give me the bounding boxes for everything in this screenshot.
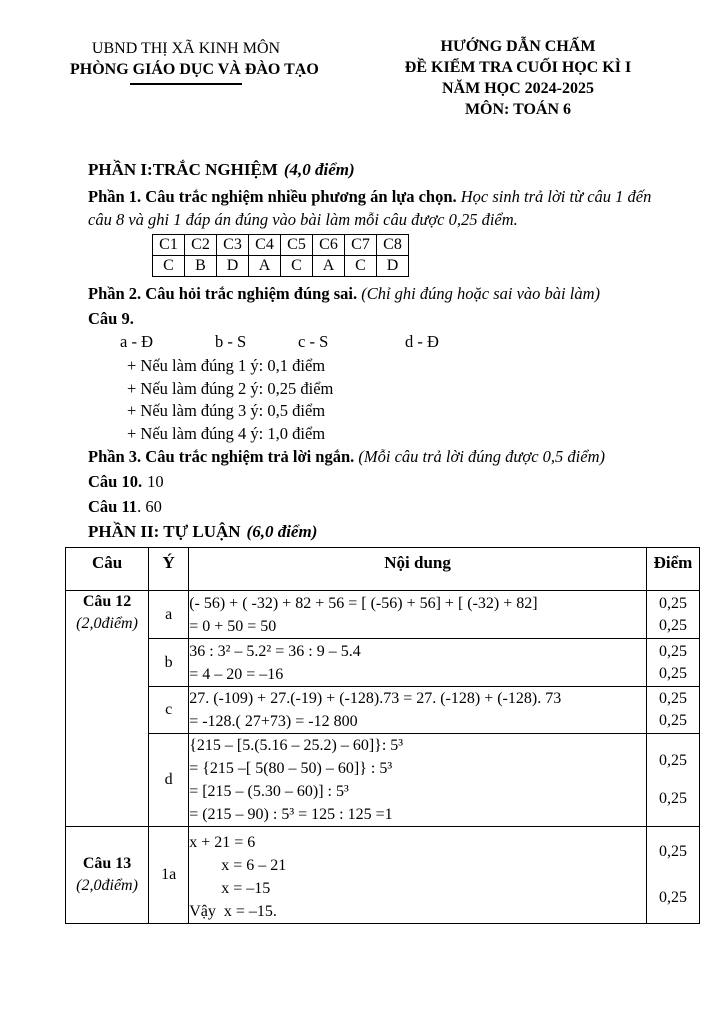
header-y: Ý [149, 548, 189, 591]
part1-points: (4,0 điểm) [283, 160, 355, 179]
subrow-c-content [189, 687, 647, 734]
math-line: x + 21 = 6 [189, 834, 256, 851]
part1-section3-paragraph [88, 445, 700, 468]
scoring-rule: + Nếu làm đúng 3 ý: 0,5 điểm [127, 401, 326, 420]
point-value: 0,25 [658, 642, 687, 660]
section2-instructions: (Chỉ ghi đúng hoặc sai vào bài làm) [361, 284, 600, 303]
doc-title-line-2: ĐỀ KIỂM TRA CUỐI HỌC KÌ I [404, 59, 632, 76]
authority-name-line: PHÒNG GIÁO DỤC VÀ ĐÀO TẠO [70, 61, 319, 78]
cau-12-label: Câu 12 [82, 593, 132, 610]
answer-col-header: C1 [153, 235, 185, 256]
subrow-b-content [189, 639, 647, 687]
answer-value: C [281, 256, 313, 277]
subrow-d-content [189, 734, 647, 827]
math-line: = 0 + 50 = 50 [189, 617, 277, 635]
document-header [65, 36, 700, 132]
essay-answer-table [65, 547, 700, 924]
point-value: 0,25 [658, 712, 687, 729]
part2-points: (6,0 điểm) [246, 522, 318, 541]
scoring-rule: + Nếu làm đúng 2 ý: 0,25 điểm [127, 378, 334, 398]
point-value: 0,25 [658, 594, 687, 612]
subrow-b-label: b [149, 639, 189, 687]
subrow-1a-points [646, 827, 699, 924]
subrow-d-label: d [149, 734, 189, 827]
table-row-12a [66, 591, 700, 639]
cau-12-points: (2,0điểm) [76, 615, 138, 632]
math-line: = [215 – (5.30 – 60)] : 5³ [189, 783, 349, 800]
answer-col-header: C2 [185, 235, 217, 256]
answer-col-header: C8 [377, 235, 409, 256]
scoring-rule: + Nếu làm đúng 1 ý: 0,1 điểm [127, 356, 326, 375]
point-value: 0,25 [658, 790, 687, 807]
answer-col-header: C6 [313, 235, 345, 256]
math-line: {215 – [5.(5.16 – 25.2) – 60]}: 5³ [189, 737, 404, 754]
cau9-option-a: a - Đ [120, 332, 153, 351]
math-line: (- 56) + ( -32) + 82 + 56 = [ (-56) + 56] + [ (-32) + 82] [189, 594, 538, 612]
header-cau: Câu [66, 548, 149, 591]
table-row-13-1a [66, 827, 700, 924]
document-title-block [370, 36, 666, 120]
cau10-answer: 10 [147, 472, 164, 491]
cau10-label: Câu 10. [88, 472, 143, 491]
cau9-option-b: b - S [215, 332, 247, 351]
point-value: 0,25 [658, 690, 687, 707]
math-line: = {215 –[ 5(80 – 50) – 60]} : 5³ [189, 760, 393, 777]
doc-title-line-3: NĂM HỌC 2024-2025 [442, 80, 594, 97]
cau10-line [88, 470, 700, 493]
subrow-1a-content [189, 827, 647, 924]
answer-value: D [217, 256, 249, 277]
cau-13-points: (2,0điểm) [76, 877, 138, 894]
table-row-12b [66, 639, 700, 687]
point-value: 0,25 [658, 889, 687, 906]
table-row-12d [66, 734, 700, 827]
cau-13-label: Câu 13 [82, 855, 132, 872]
subrow-a-points [646, 591, 699, 639]
math-line: = (215 – 90) : 5³ = 125 : 125 =1 [189, 806, 393, 823]
answer-value: A [249, 256, 281, 277]
point-value: 0,25 [658, 752, 687, 769]
cau9-label: Câu 9. [88, 309, 134, 328]
cau11-line [88, 495, 700, 518]
part2-title: PHẦN II: TỰ LUẬN [88, 522, 241, 541]
answer-col-header: C3 [217, 235, 249, 256]
math-line: x = –15 [189, 880, 271, 897]
answer-value: C [153, 256, 185, 277]
section1-label: Phần 1. Câu trắc nghiệm nhiều phương án lựa chọn. [88, 187, 457, 206]
section3-label: Phần 3. Câu trắc nghiệm trả lời ngắn. [88, 447, 355, 466]
subrow-1a-label: 1a [149, 827, 189, 924]
essay-table-header-row [66, 548, 700, 591]
subrow-b-points [646, 639, 699, 687]
part1-section2-paragraph [88, 282, 700, 305]
cau9-scoring-rules [88, 355, 700, 445]
part1-heading [88, 158, 700, 182]
cau-13-cell [66, 827, 149, 924]
subrow-a-label: a [149, 591, 189, 639]
section2-label: Phần 2. Câu hỏi trắc nghiệm đúng sai. [88, 284, 358, 303]
subrow-c-label: c [149, 687, 189, 734]
part1-section1-paragraph [88, 185, 666, 231]
part2-heading [88, 520, 700, 544]
cau11-answer: . 60 [137, 497, 162, 516]
cau9-option-c: c - S [298, 332, 329, 351]
section3-instructions: (Mỗi câu trả lời đúng được 0,5 điểm) [358, 447, 605, 466]
math-line: 36 : 3² – 5.2² = 36 : 9 – 5.4 [189, 642, 361, 660]
point-value: 0,25 [658, 664, 687, 682]
header-noi-dung: Nội dung [189, 548, 647, 591]
issuing-authority-block [70, 38, 319, 85]
answer-col-header: C5 [281, 235, 313, 256]
answer-table-value-row [153, 256, 409, 277]
doc-title-line-1: HƯỚNG DẪN CHẤM [440, 38, 596, 55]
table-row-12c [66, 687, 700, 734]
scoring-rule: + Nếu làm đúng 4 ý: 1,0 điểm [127, 423, 326, 443]
cau-12-cell [66, 591, 149, 827]
answer-value: A [313, 256, 345, 277]
math-line: = 4 – 20 = –16 [189, 665, 284, 683]
answer-value: B [185, 256, 217, 277]
answer-table-header-row [153, 235, 409, 256]
math-line: x = 6 – 21 [189, 857, 287, 874]
cau11-label: Câu 11 [88, 497, 138, 516]
subrow-a-content [189, 591, 647, 639]
subrow-c-points [646, 687, 699, 734]
cau9-options-row [88, 332, 700, 355]
math-line: = -128.( 27+73) = -12 800 [189, 713, 358, 730]
multiple-choice-answer-table [152, 234, 409, 277]
answer-col-header: C7 [345, 235, 377, 256]
point-value: 0,25 [658, 843, 687, 860]
doc-title-line-4: MÔN: TOÁN 6 [464, 101, 572, 118]
cau9-option-d: d - Đ [405, 332, 439, 351]
answer-value: D [377, 256, 409, 277]
math-line: 27. (-109) + 27.(-19) + (-128).73 = 27. (-128) + (-128). 73 [189, 690, 562, 707]
subrow-d-points [646, 734, 699, 827]
point-value: 0,25 [658, 616, 687, 634]
section1-instructions: Học sinh trả lời từ câu 1 đến câu 8 và ghi 1 đáp án đúng vào bài làm mỗi câu được 0,25 điểm. [88, 187, 652, 229]
answer-value: C [345, 256, 377, 277]
header-diem: Điểm [646, 548, 699, 591]
math-line: Vậy x = –15. [189, 903, 277, 920]
header-underline-rule [130, 83, 242, 85]
authority-parent-line: UBND THỊ XÃ KINH MÔN [91, 40, 281, 57]
part1-title: PHẦN I:TRẮC NGHIỆM [88, 160, 278, 179]
answer-col-header: C4 [249, 235, 281, 256]
